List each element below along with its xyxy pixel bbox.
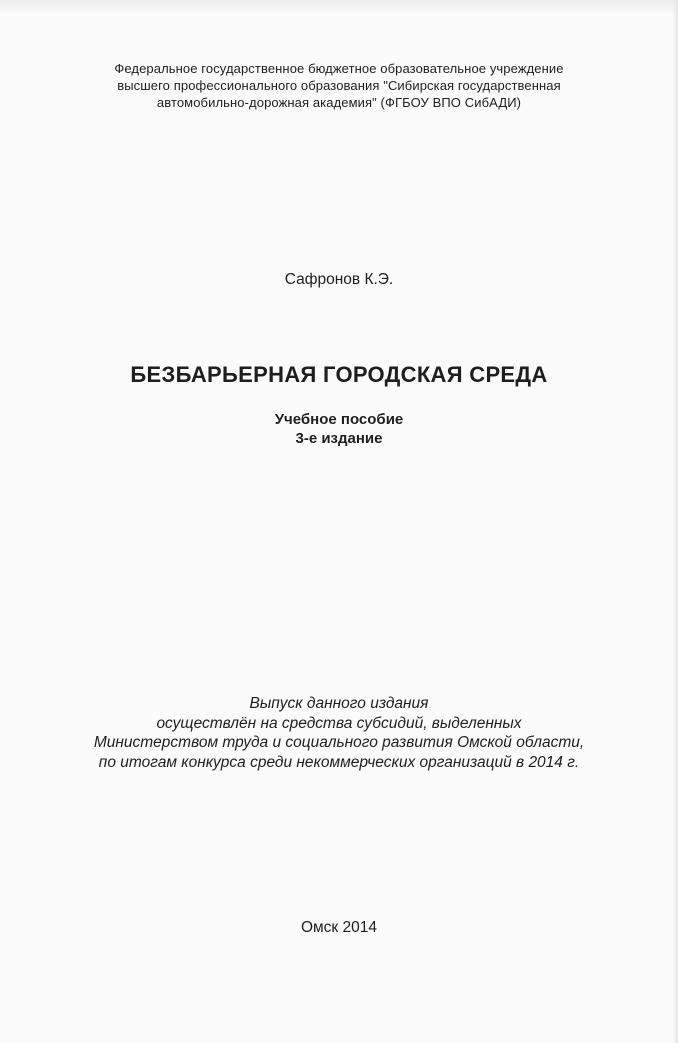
- institution-line: Федеральное государственное бюджетное образовательное учреждение: [114, 61, 564, 76]
- book-title: БЕЗБАРЬЕРНАЯ ГОРОДСКАЯ СРЕДА: [130, 362, 548, 387]
- institution-line: автомобильно-дорожная академия" (ФГБОУ ВПО СибАДИ): [156, 95, 522, 110]
- institution-header: [0, 60, 678, 111]
- funding-line: осуществлён на средства субсидий, выделенных: [156, 714, 522, 732]
- publication-type: Учебное пособие: [274, 411, 404, 428]
- edition-label: 3-е издание: [295, 430, 383, 447]
- book-subtitle: [0, 410, 678, 448]
- scan-edge-right: [672, 0, 678, 1043]
- funding-line: по итогам конкурса среди некоммерческих организаций в 2014 г.: [98, 753, 580, 771]
- institution-line: высшего профессионального образования "Сибирская государственная: [117, 78, 561, 93]
- funding-line: Министерством труда и социального развития Омской области,: [93, 734, 585, 751]
- author-name: Сафронов К.Э.: [284, 271, 394, 288]
- place-and-year: Омск 2014: [300, 919, 378, 936]
- funding-line: Выпуск данного издания: [249, 695, 429, 712]
- funding-note: [0, 694, 678, 772]
- scan-edge-top: [0, 0, 678, 14]
